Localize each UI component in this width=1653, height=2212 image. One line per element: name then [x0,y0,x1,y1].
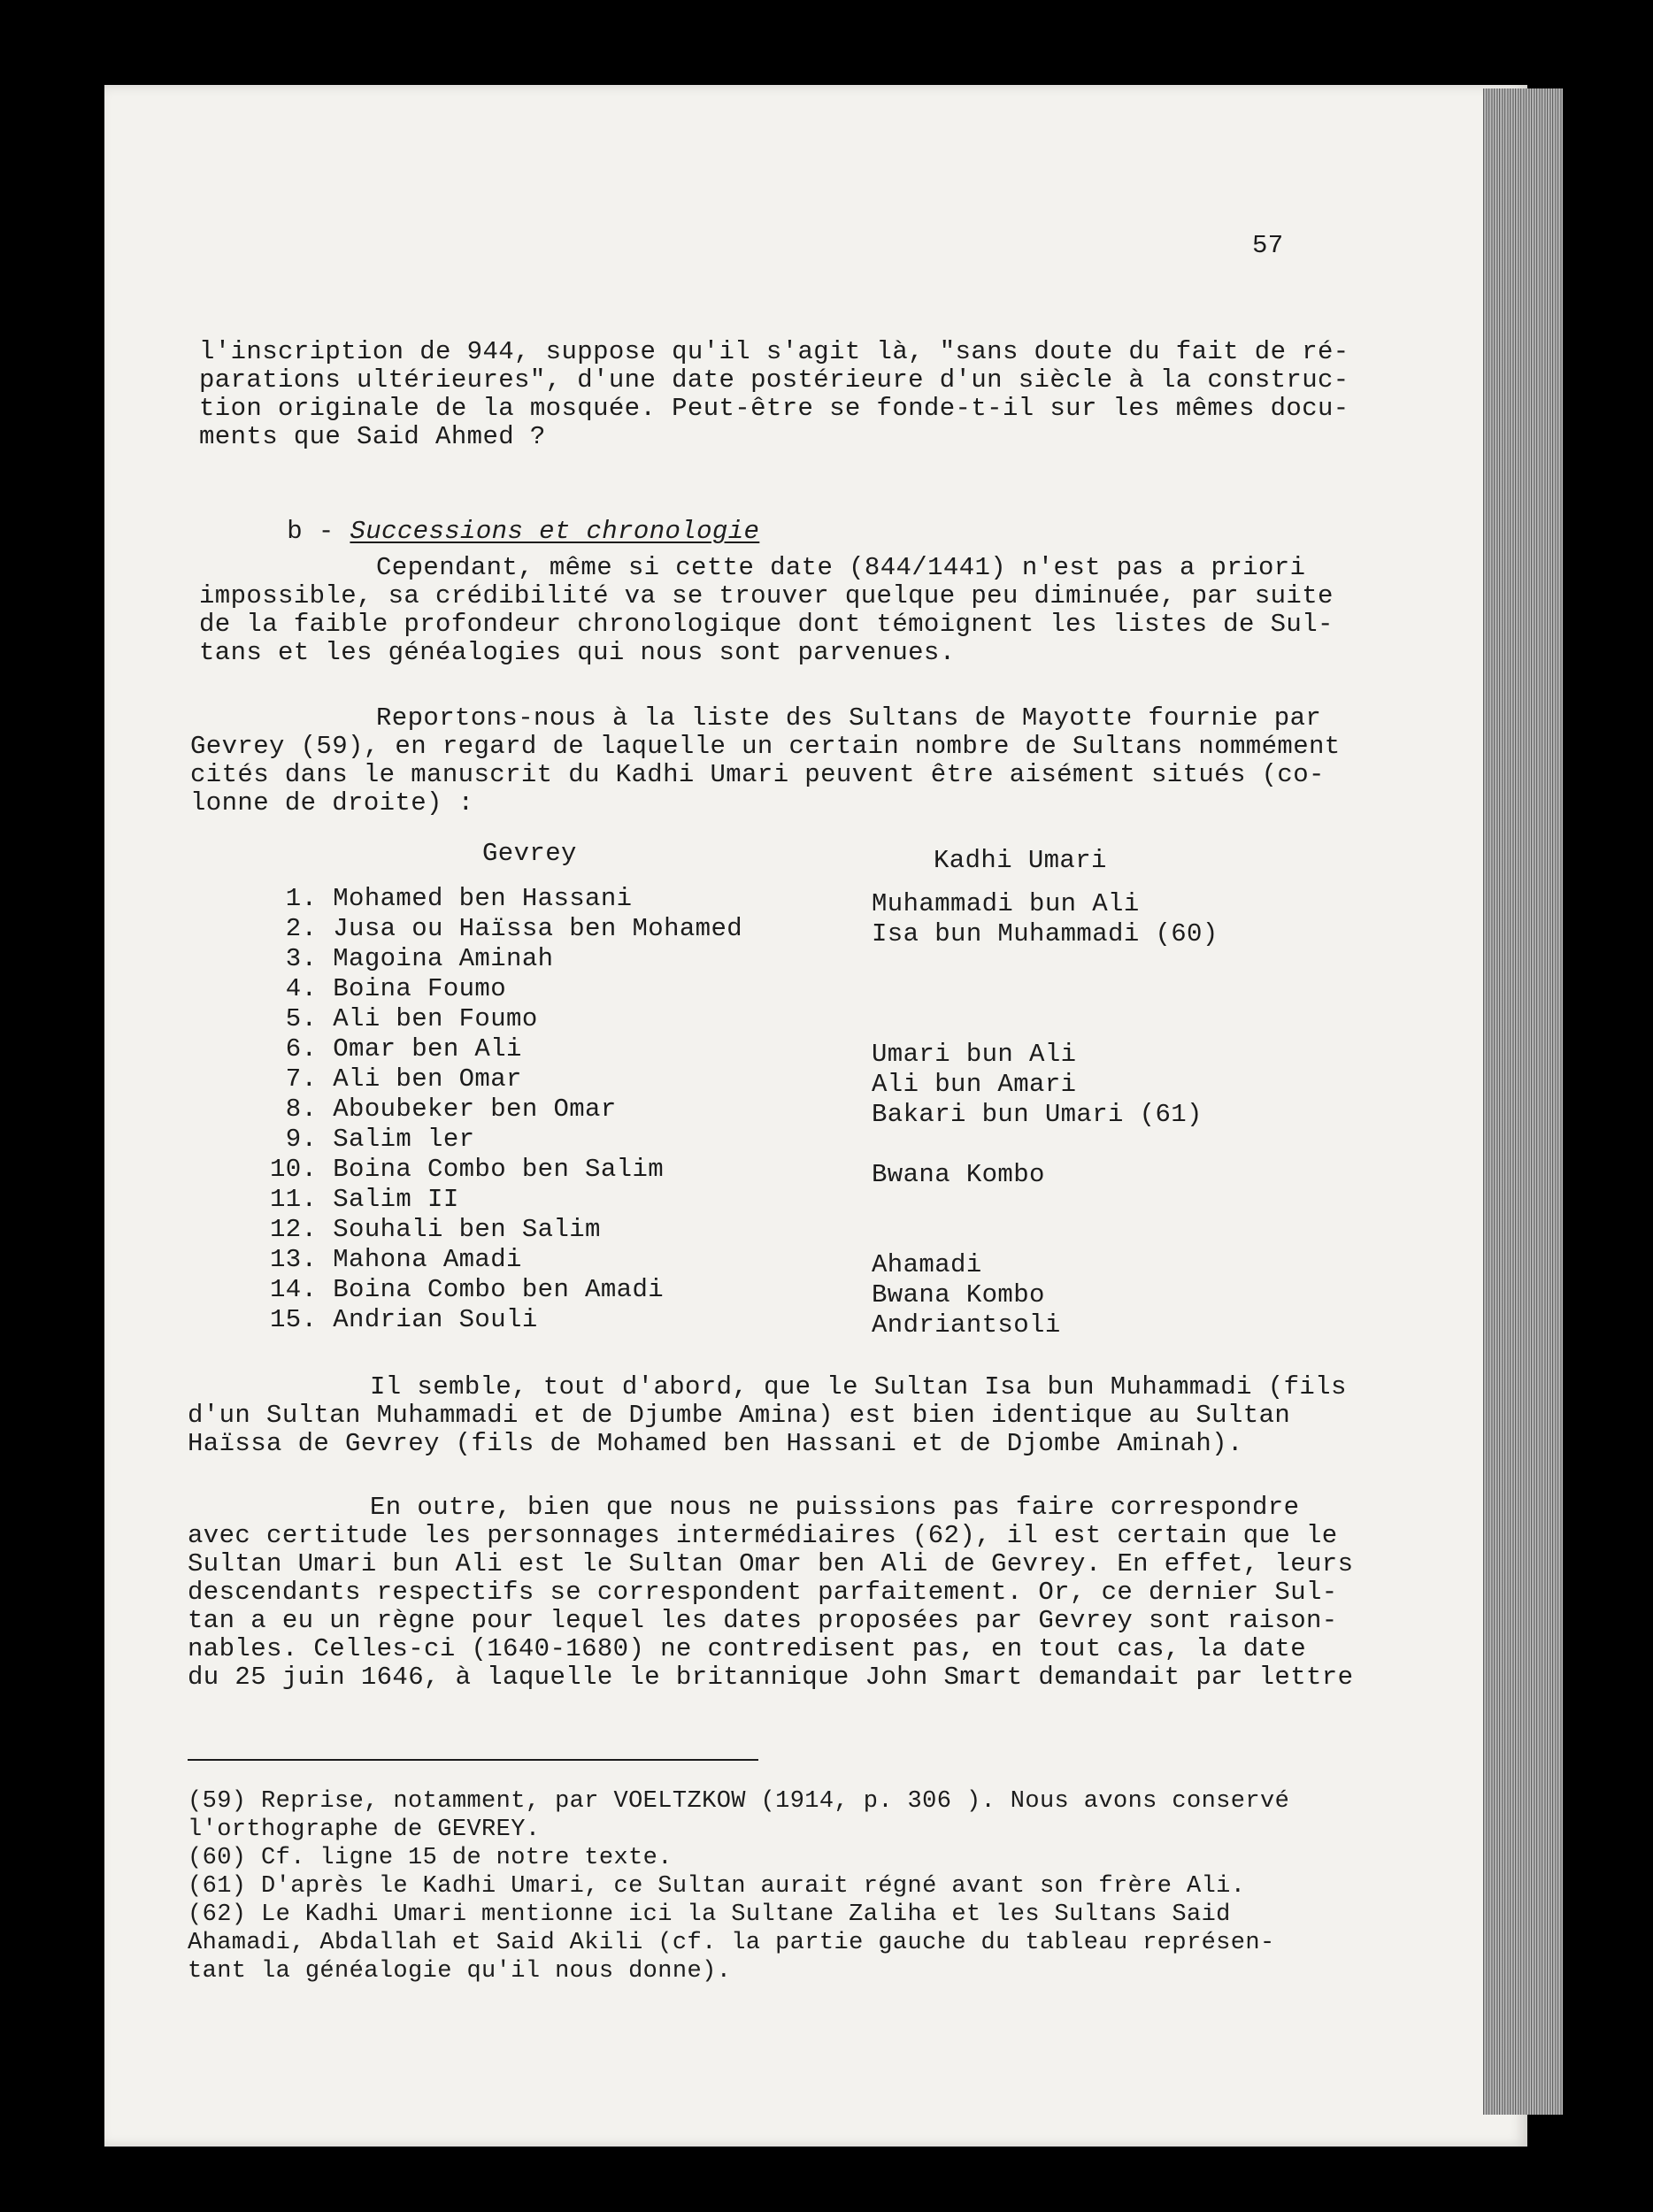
paragraph-3-line: Gevrey (59), en regard de laquelle un certain nombre de Sultans nommément [190,732,1341,761]
paragraph-1-line: tion originale de la mosquée. Peut-être se fonde-t-il sur les mêmes docu- [199,394,1349,423]
gevrey-list-item: 1. Mohamed ben Hassani [270,884,633,913]
kadhi-umari-list-item: Isa bun Muhammadi (60) [872,919,1219,949]
gevrey-list-item: 11. Salim II [270,1185,459,1214]
kadhi-umari-list-item: Ali bun Amari [872,1070,1077,1099]
gevrey-list-item: 15. Andrian Souli [270,1305,538,1334]
gevrey-list-item: 3. Magoina Aminah [270,944,554,973]
footnote-line: (59) Reprise, notamment, par VOELTZKOW (1914, p. 306 ). Nous avons conservé [188,1788,1290,1815]
section-heading-title: Successions et chronologie [350,517,760,546]
footnote-line: l'orthographe de GEVREY. [188,1816,541,1843]
gevrey-list-item: 7. Ali ben Omar [270,1064,522,1094]
paragraph-3-line: lonne de droite) : [190,788,474,818]
table-header-gevrey: Gevrey [482,839,577,868]
paragraph-5-line: du 25 juin 1646, à laquelle le britannique John Smart demandait par lettre [188,1663,1354,1692]
table-header-kadhi-umari: Kadhi Umari [934,846,1107,875]
footnote-line: (60) Cf. ligne 15 de notre texte. [188,1845,673,1871]
paragraph-5-line: avec certitude les personnages intermédiaires (62), il est certain que le [188,1521,1338,1550]
gevrey-list-item: 14. Boina Combo ben Amadi [270,1275,665,1304]
paragraph-1-line: l'inscription de 944, suppose qu'il s'agit là, "sans doute du fait de ré- [199,337,1349,366]
kadhi-umari-list-item: Ahamadi [872,1250,982,1279]
kadhi-umari-list-item: Bwana Kombo [872,1160,1045,1189]
paragraph-1-line: parations ultérieures", d'une date postérieure d'un siècle à la construc- [199,365,1349,395]
paragraph-5-line: tan a eu un règne pour lequel les dates proposées par Gevrey sont raison- [188,1606,1338,1635]
section-heading-prefix: b - [287,517,350,546]
gevrey-list-item: 2. Jusa ou Haïssa ben Mohamed [270,914,743,943]
gevrey-list-item: 8. Aboubeker ben Omar [270,1094,617,1124]
paragraph-4-line: Haïssa de Gevrey (fils de Mohamed ben Hassani et de Djombe Aminah). [188,1429,1243,1458]
paragraph-5-line: nables. Celles-ci (1640-1680) ne contredisent pas, en tout cas, la date [188,1634,1307,1663]
paragraph-5-line: Sultan Umari bun Ali est le Sultan Omar ben Ali de Gevrey. En effet, leurs [188,1549,1354,1578]
paragraph-5-line: En outre, bien que nous ne puissions pas faire correspondre [370,1493,1300,1522]
paragraph-2-line: Cependant, même si cette date (844/1441) n'est pas a priori [376,553,1306,582]
kadhi-umari-list-item: Muhammadi bun Ali [872,889,1140,918]
footnote-line: (61) D'après le Kadhi Umari, ce Sultan aurait régné avant son frère Ali. [188,1873,1246,1900]
footnote-line: Ahamadi, Abdallah et Said Akili (cf. la partie gauche du tableau représen- [188,1930,1275,1956]
paragraph-3-line: cités dans le manuscrit du Kadhi Umari peuvent être aisément situés (co- [190,760,1325,789]
page-number: 57 [1252,231,1284,260]
paragraph-1-line: ments que Said Ahmed ? [199,422,546,451]
paragraph-2-line: tans et les généalogies qui nous sont parvenues. [199,638,956,667]
kadhi-umari-list-item: Andriantsoli [872,1310,1061,1340]
gevrey-list-item: 10. Boina Combo ben Salim [270,1155,665,1184]
paragraph-2-line: de la faible profondeur chronologique dont témoignent les listes de Sul- [199,610,1334,639]
gevrey-list-item: 9. Salim ler [270,1125,475,1154]
paragraph-4-line: Il semble, tout d'abord, que le Sultan Isa bun Muhammadi (fils [370,1372,1347,1402]
kadhi-umari-list-item: Bakari bun Umari (61) [872,1100,1203,1129]
paragraph-3-line: Reportons-nous à la liste des Sultans de Mayotte fournie par [376,703,1322,733]
paragraph-4-line: d'un Sultan Muhammadi et de Djumbe Amina) est bien identique au Sultan [188,1401,1291,1430]
gevrey-list-item: 4. Boina Foumo [270,974,507,1003]
paragraph-5-line: descendants respectifs se correspondent parfaitement. Or, ce dernier Sul- [188,1578,1338,1607]
footnote-line: tant la généalogie qu'il nous donne). [188,1958,732,1985]
gevrey-list-item: 13. Mahona Amadi [270,1245,522,1274]
paragraph-2-line: impossible, sa crédibilité va se trouver quelque peu diminuée, par suite [199,581,1334,611]
kadhi-umari-list-item: Umari bun Ali [872,1040,1077,1069]
kadhi-umari-list-item: Bwana Kombo [872,1280,1045,1310]
footnote-rule [188,1759,758,1761]
gevrey-list-item: 6. Omar ben Ali [270,1034,522,1064]
footnote-line: (62) Le Kadhi Umari mentionne ici la Sultane Zaliha et les Sultans Said [188,1901,1231,1928]
gevrey-list-item: 5. Ali ben Foumo [270,1004,538,1033]
gevrey-list-item: 12. Souhali ben Salim [270,1215,601,1244]
